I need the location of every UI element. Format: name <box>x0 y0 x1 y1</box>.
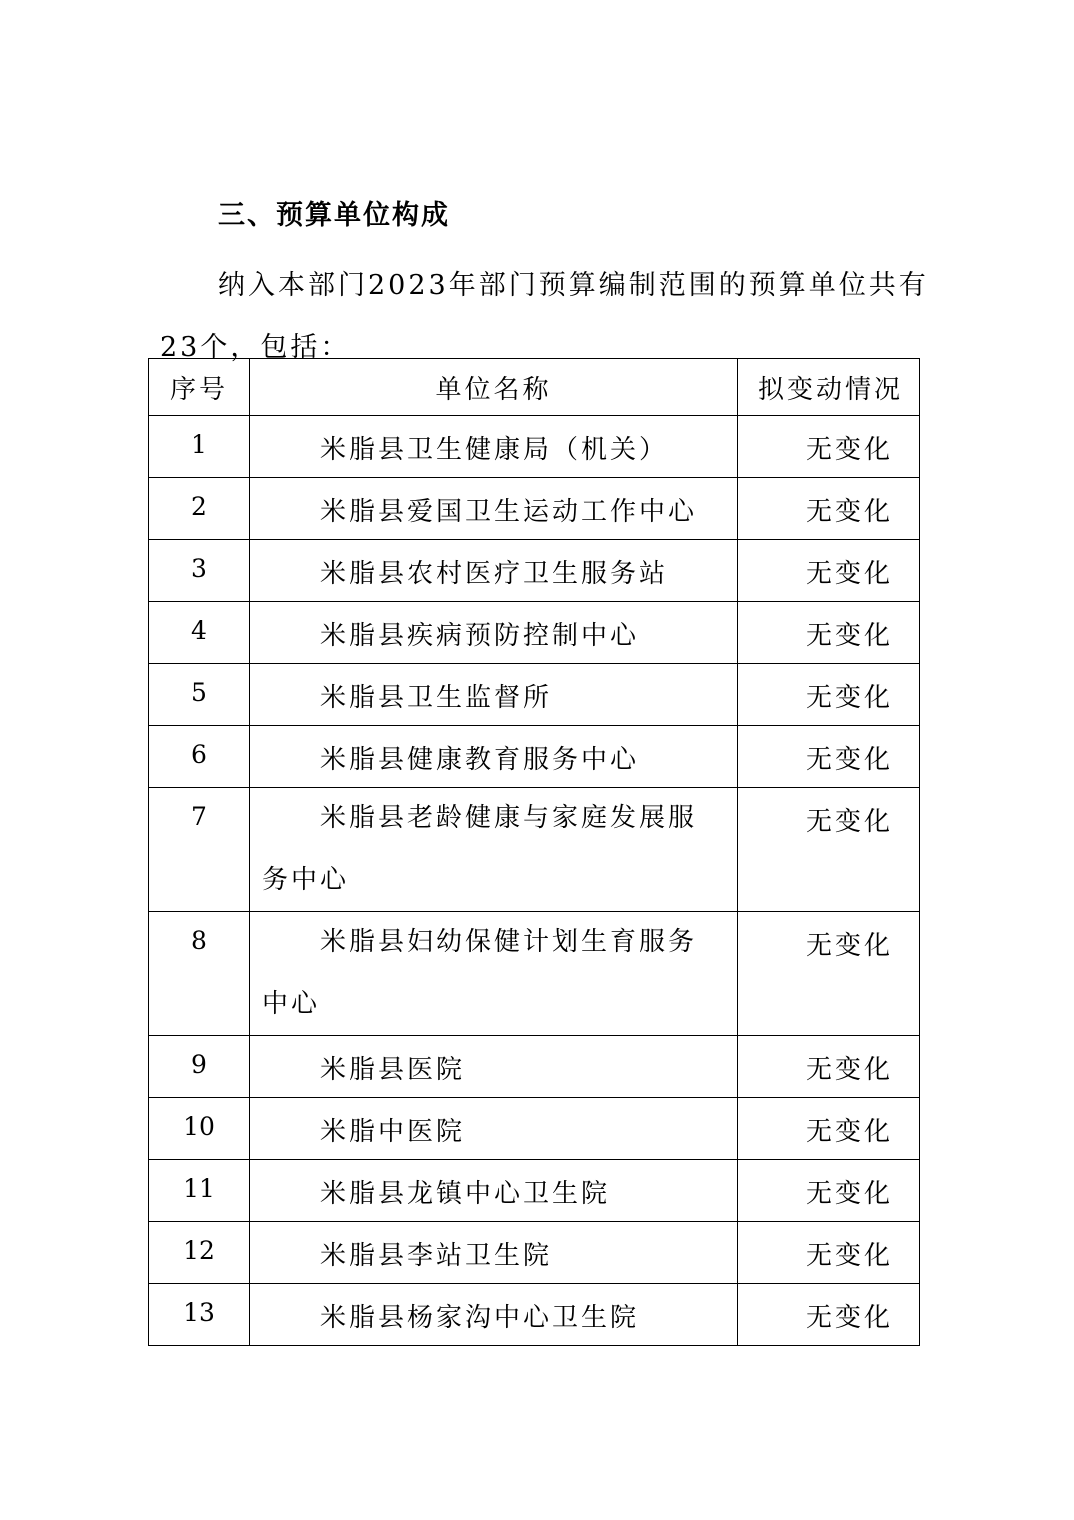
change-status: 无变化 <box>738 664 920 726</box>
table-row <box>149 1284 920 1346</box>
unit-name-text: 米脂县妇幼保健计划生育服务中心 <box>262 927 698 1019</box>
unit-name: 米脂县卫生监督所 <box>250 664 738 726</box>
unit-name: 米脂县龙镇中心卫生院 <box>250 1160 738 1222</box>
row-number: 10 <box>149 1098 250 1160</box>
change-status: 无变化 <box>738 602 920 664</box>
table-row <box>149 1098 920 1160</box>
change-status: 无变化 <box>738 726 920 788</box>
header-no: 序号 <box>149 359 250 416</box>
header-change: 拟变动情况 <box>738 359 920 416</box>
unit-name: 米脂县医院 <box>250 1036 738 1098</box>
table-row <box>149 478 920 540</box>
change-status: 无变化 <box>738 1098 920 1160</box>
row-number: 4 <box>149 602 250 664</box>
section-heading: 三、预算单位构成 <box>218 200 450 231</box>
table-header-row <box>149 359 920 416</box>
table-row <box>149 912 920 1036</box>
table-row <box>149 602 920 664</box>
table-row <box>149 416 920 478</box>
row-number: 9 <box>149 1036 250 1098</box>
row-number: 3 <box>149 540 250 602</box>
row-number: 11 <box>149 1160 250 1222</box>
row-number: 2 <box>149 478 250 540</box>
change-status: 无变化 <box>738 1160 920 1222</box>
change-status: 无变化 <box>738 912 920 1036</box>
row-number: 12 <box>149 1222 250 1284</box>
row-number: 7 <box>149 788 250 912</box>
table-row <box>149 664 920 726</box>
change-status: 无变化 <box>738 788 920 912</box>
unit-name: 米脂县农村医疗卫生服务站 <box>250 540 738 602</box>
row-number: 5 <box>149 664 250 726</box>
unit-name: 米脂县疾病预防控制中心 <box>250 602 738 664</box>
row-number: 13 <box>149 1284 250 1346</box>
table-row <box>149 1036 920 1098</box>
change-status: 无变化 <box>738 478 920 540</box>
row-number: 1 <box>149 416 250 478</box>
table-row <box>149 788 920 912</box>
unit-name-text: 米脂县老龄健康与家庭发展服务中心 <box>262 803 698 895</box>
change-status: 无变化 <box>738 416 920 478</box>
table-row <box>149 1222 920 1284</box>
table-row <box>149 540 920 602</box>
change-status: 无变化 <box>738 540 920 602</box>
unit-name <box>250 788 738 912</box>
unit-name: 米脂县杨家沟中心卫生院 <box>250 1284 738 1346</box>
unit-name: 米脂县李站卫生院 <box>250 1222 738 1284</box>
unit-name: 米脂县爱国卫生运动工作中心 <box>250 478 738 540</box>
unit-name <box>250 912 738 1036</box>
change-status: 无变化 <box>738 1036 920 1098</box>
header-name: 单位名称 <box>250 359 738 416</box>
unit-name: 米脂县卫生健康局（机关） <box>250 416 738 478</box>
row-number: 6 <box>149 726 250 788</box>
budget-unit-table <box>148 358 920 1346</box>
unit-name: 米脂县健康教育服务中心 <box>250 726 738 788</box>
table-row <box>149 726 920 788</box>
change-status: 无变化 <box>738 1222 920 1284</box>
table-row <box>149 1160 920 1222</box>
row-number: 8 <box>149 912 250 1036</box>
change-status: 无变化 <box>738 1284 920 1346</box>
intro-paragraph: 纳入本部门2023年部门预算编制范围的预算单位共有23个，包括： <box>160 270 929 363</box>
unit-name: 米脂中医院 <box>250 1098 738 1160</box>
